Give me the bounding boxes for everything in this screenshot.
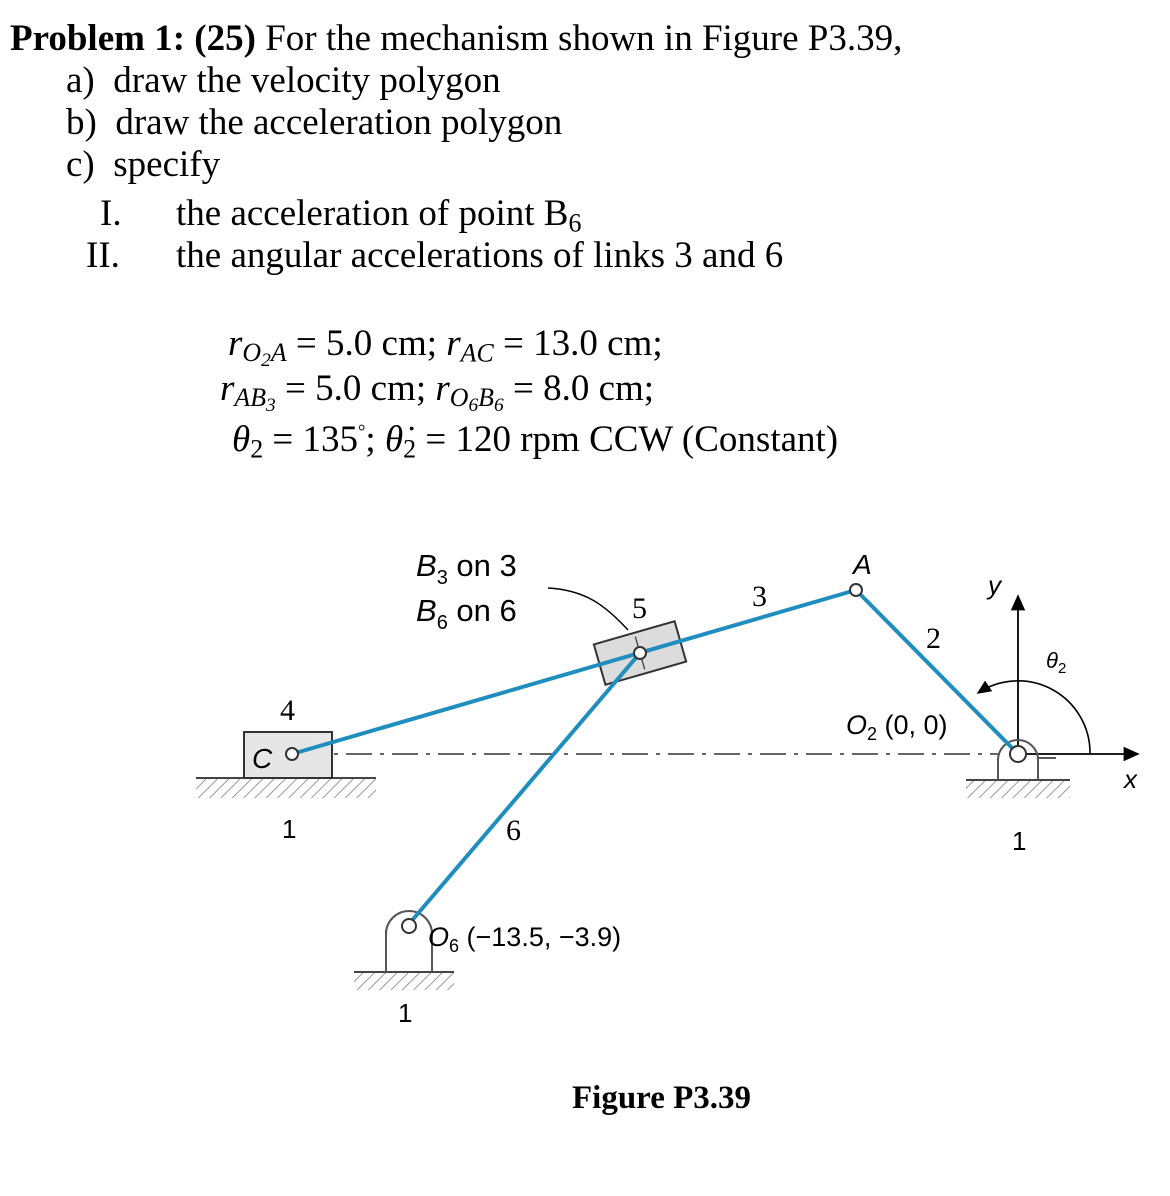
label-link-5: 5 (632, 592, 647, 625)
label-o2-letter: O (846, 710, 868, 740)
label-link-4: 4 (280, 694, 295, 727)
part-text: draw the velocity polygon (113, 60, 501, 101)
pin-o2 (1010, 746, 1026, 762)
label-theta2 (1046, 648, 1066, 677)
ground-o6-hatch (354, 972, 454, 990)
equals: = (272, 419, 294, 460)
label-b6-tail: on 6 (447, 593, 517, 628)
value-r-o2a: 5.0 cm; (326, 323, 437, 364)
leader-line-b (548, 588, 628, 630)
label-b6 (416, 593, 517, 634)
ground-o2-hatch (966, 780, 1070, 798)
subscript: AC (460, 338, 494, 368)
equals: = (512, 368, 534, 409)
label-ground-o6: 1 (398, 998, 413, 1028)
value-r-ac: 13.0 cm; (533, 323, 663, 364)
symbol-theta: θ (232, 419, 251, 460)
label-point-a: A (853, 549, 872, 580)
label-link-3: 3 (752, 580, 767, 613)
label-o6-coords: (−13.5, −3.9) (459, 922, 622, 952)
equals: = (425, 419, 447, 460)
link-6 (409, 653, 640, 924)
value-r-o6b6: 8.0 cm; (543, 368, 655, 409)
subscript: AB3 (234, 383, 276, 417)
subscript: O6B6 (449, 383, 504, 417)
subpart-label-2: II. (86, 235, 120, 276)
part-label: c) (66, 144, 95, 185)
pin-b (634, 647, 646, 659)
figure-caption: Figure P3.39 (572, 1080, 752, 1116)
symbol-r: r (446, 323, 461, 364)
given-line-3: $\theta_2 = 135^\circ$; $\thetȧ_2 = 120$ rpm CCW (Constant) (232, 419, 839, 464)
o2-support (998, 758, 1056, 780)
part-text: draw the acceleration polygon (115, 102, 563, 143)
label-ground-c: 1 (282, 814, 297, 844)
semicolon: ; (365, 419, 376, 460)
label-o6-letter: O (428, 922, 450, 952)
label-b3-sub: 3 (436, 567, 448, 589)
label-o6 (428, 922, 621, 956)
label-theta2-letter: θ (1046, 648, 1058, 673)
label-b3-tail: on 3 (447, 548, 517, 583)
value-r-ab3: 5.0 cm; (315, 368, 427, 409)
subpart-label-1: I. (100, 193, 122, 234)
symbol-r: r (435, 368, 450, 409)
theta2-arc (978, 681, 1090, 754)
label-link-6: 6 (506, 814, 521, 847)
label-o2-coords: (0, 0) (877, 710, 948, 740)
label-point-c: C (252, 743, 273, 774)
label-o6-sub: 6 (449, 936, 460, 956)
symbol-theta-dot: θ̇ (384, 419, 404, 460)
value-omega2: 120 rpm CCW (Constant) (455, 419, 839, 460)
label-ground-o2: 1 (1012, 826, 1027, 856)
equals: = (285, 368, 306, 409)
label-b3 (416, 548, 517, 589)
equals: = (503, 323, 524, 364)
equals: = (295, 323, 317, 364)
part-label: b) (66, 102, 97, 143)
label-link-2: 2 (926, 622, 941, 655)
problem-heading: Problem 1: (10, 18, 186, 59)
pin-c (286, 748, 298, 760)
o6-support (386, 930, 432, 972)
label-b3-letter: B (416, 548, 437, 583)
label-theta2-sub: 2 (1057, 660, 1067, 677)
value-theta2: 135 (302, 419, 359, 460)
label-axis-x: x (1124, 764, 1137, 794)
subpart-text: the acceleration of point B (176, 193, 569, 234)
ground-c-hatch (196, 778, 376, 798)
subpart-subscript: 6 (568, 208, 582, 238)
label-axis-y: y (988, 570, 1001, 600)
symbol-r: r (220, 368, 235, 409)
part-label: a) (66, 60, 95, 101)
label-o2 (846, 710, 948, 744)
problem-points: (25) (194, 18, 256, 59)
label-b6-sub: 6 (436, 612, 448, 634)
part-text: specify (113, 144, 221, 185)
subscript: O2A (242, 338, 287, 372)
symbol-r: r (228, 323, 243, 364)
pin-a (850, 584, 862, 596)
subpart-text-2: the angular accelerations of links 3 and 6 (176, 235, 784, 276)
label-o2-sub: 2 (867, 724, 878, 744)
label-b6-letter: B (416, 593, 437, 628)
pin-o6 (402, 919, 416, 933)
problem-text: For the mechanism shown in Figure P3.39, (255, 18, 903, 59)
